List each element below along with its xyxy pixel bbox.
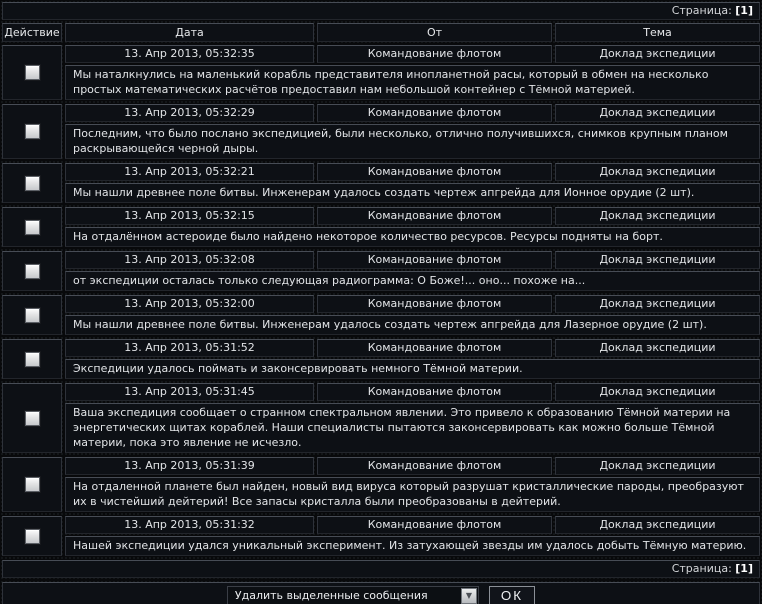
message-body xyxy=(65,383,760,453)
message-action-cell xyxy=(2,516,62,556)
message-from: Командование флотом xyxy=(317,339,552,357)
message-from: Командование флотом xyxy=(317,251,552,269)
message-date: 13. Апр 2013, 05:31:52 xyxy=(65,339,314,357)
message-date: 13. Апр 2013, 05:32:15 xyxy=(65,207,314,225)
message-theme: Доклад экспедиции xyxy=(555,457,760,475)
message-checkbox[interactable] xyxy=(25,220,40,235)
message-checkbox[interactable] xyxy=(25,65,40,80)
message-date: 13. Апр 2013, 05:31:45 xyxy=(65,383,314,401)
delete-messages-select[interactable] xyxy=(227,586,479,604)
message-checkbox[interactable] xyxy=(25,477,40,492)
message-row xyxy=(2,45,760,100)
message-body xyxy=(65,45,760,100)
message-from: Командование флотом xyxy=(317,516,552,534)
message-action-cell xyxy=(2,163,62,203)
message-theme: Доклад экспедиции xyxy=(555,295,760,313)
message-date: 13. Апр 2013, 05:32:00 xyxy=(65,295,314,313)
message-checkbox[interactable] xyxy=(25,264,40,279)
message-action-cell xyxy=(2,339,62,379)
message-row xyxy=(2,295,760,335)
pagination-label: Страница: xyxy=(671,562,732,575)
pagination-bar-bottom xyxy=(2,560,760,578)
message-theme: Доклад экспедиции xyxy=(555,339,760,357)
message-row xyxy=(2,457,760,512)
message-meta-row xyxy=(65,339,760,357)
pagination-label: Страница: xyxy=(671,4,732,17)
message-theme: Доклад экспедиции xyxy=(555,251,760,269)
message-theme: Доклад экспедиции xyxy=(555,104,760,122)
message-meta-row xyxy=(65,251,760,269)
message-row xyxy=(2,163,760,203)
message-action-cell xyxy=(2,45,62,100)
message-row xyxy=(2,251,760,291)
message-text: На отдалённом астероиде было найдено некоторое количество ресурсов. Ресурсы подняты на борт. xyxy=(65,227,760,247)
page-number-link[interactable]: [1] xyxy=(735,4,753,17)
message-checkbox[interactable] xyxy=(25,176,40,191)
message-date: 13. Апр 2013, 05:32:08 xyxy=(65,251,314,269)
message-from: Командование флотом xyxy=(317,295,552,313)
column-header-theme: Тема xyxy=(555,23,760,42)
message-theme: Доклад экспедиции xyxy=(555,207,760,225)
message-meta-row xyxy=(65,457,760,475)
message-text: Ваша экспедиция сообщает о странном спектральном явлении. Это привело к образованию Тёмной материи на энергетических щитах кораблей. Наши специалисты пытаются законсервировать как можно больше Тёмной материи, пока это явление не исчезло. xyxy=(65,403,760,453)
message-text: Экспедиции удалось поймать и законсервировать немного Тёмной материи. xyxy=(65,359,760,379)
pagination-bar-top xyxy=(2,2,760,20)
message-body xyxy=(65,251,760,291)
message-body xyxy=(65,339,760,379)
message-text: Мы нашли древнее поле битвы. Инженерам удалось создать чертеж апгрейда для Лазерное орудие (2 шт). xyxy=(65,315,760,335)
message-body xyxy=(65,516,760,556)
message-list xyxy=(2,45,760,556)
message-text: Мы нашли древнее поле битвы. Инженерам удалось создать чертеж апгрейда для Ионное орудие (2 шт). xyxy=(65,183,760,203)
message-checkbox[interactable] xyxy=(25,308,40,323)
message-action-cell xyxy=(2,295,62,335)
message-meta-row xyxy=(65,207,760,225)
column-header-from: От xyxy=(317,23,552,42)
message-checkbox[interactable] xyxy=(25,411,40,426)
message-action-cell xyxy=(2,251,62,291)
message-meta-row xyxy=(65,104,760,122)
message-row xyxy=(2,339,760,379)
message-theme: Доклад экспедиции xyxy=(555,516,760,534)
message-text: Мы наталкнулись на маленький корабль представителя инопланетной расы, который в обмен на несколько простых математических расчётов предоставил нам небольшой контейнер с Тёмной материей. xyxy=(65,65,760,100)
message-row xyxy=(2,516,760,556)
message-body xyxy=(65,163,760,203)
message-meta-row xyxy=(65,516,760,534)
message-from: Командование флотом xyxy=(317,163,552,181)
message-meta-row xyxy=(65,45,760,63)
column-header-row xyxy=(2,23,760,42)
ok-button[interactable]: ОК xyxy=(489,586,535,604)
message-meta-row xyxy=(65,383,760,401)
message-from: Командование флотом xyxy=(317,207,552,225)
message-date: 13. Апр 2013, 05:32:35 xyxy=(65,45,314,63)
message-body xyxy=(65,295,760,335)
message-row xyxy=(2,383,760,453)
message-from: Командование флотом xyxy=(317,457,552,475)
message-theme: Доклад экспедиции xyxy=(555,383,760,401)
message-date: 13. Апр 2013, 05:32:29 xyxy=(65,104,314,122)
message-row xyxy=(2,207,760,247)
message-body xyxy=(65,104,760,159)
message-from: Командование флотом xyxy=(317,45,552,63)
chevron-down-icon[interactable]: ▼ xyxy=(461,588,477,604)
message-date: 13. Апр 2013, 05:32:21 xyxy=(65,163,314,181)
footer-control-bar xyxy=(2,582,760,604)
message-date: 13. Апр 2013, 05:31:39 xyxy=(65,457,314,475)
message-body xyxy=(65,457,760,512)
message-text: от экспедиции осталась только следующая радиограмма: О Боже!... оно... похоже на... xyxy=(65,271,760,291)
message-action-cell xyxy=(2,104,62,159)
page-number-link[interactable]: [1] xyxy=(735,562,753,575)
message-theme: Доклад экспедиции xyxy=(555,45,760,63)
message-checkbox[interactable] xyxy=(25,352,40,367)
message-from: Командование флотом xyxy=(317,104,552,122)
message-action-cell xyxy=(2,207,62,247)
message-body xyxy=(65,207,760,247)
message-date: 13. Апр 2013, 05:31:32 xyxy=(65,516,314,534)
message-from: Командование флотом xyxy=(317,383,552,401)
message-theme: Доклад экспедиции xyxy=(555,163,760,181)
column-header-action: Действие xyxy=(2,23,62,42)
message-checkbox[interactable] xyxy=(25,124,40,139)
delete-messages-select-value: Удалить выделенные сообщения xyxy=(234,589,428,602)
message-row xyxy=(2,104,760,159)
message-meta-row xyxy=(65,295,760,313)
message-checkbox[interactable] xyxy=(25,529,40,544)
message-text: Нашей экспедиции удался уникальный эксперимент. Из затухающей звезды им удалось добыть Тёмную материю. xyxy=(65,536,760,556)
message-action-cell xyxy=(2,383,62,453)
message-meta-row xyxy=(65,163,760,181)
message-action-cell xyxy=(2,457,62,512)
message-text: На отдаленной планете был найден, новый вид вируса который разрушат кристаллические пароды, преобразуют их в чистейший дейтерий! Все запасы кристалла были преобразованы в дейтерий. xyxy=(65,477,760,512)
column-header-date: Дата xyxy=(65,23,314,42)
message-text: Последним, что было послано экспедицией, были несколько, отлично получившихся, снимков крупным планом раскрывающейся черной дыры. xyxy=(65,124,760,159)
